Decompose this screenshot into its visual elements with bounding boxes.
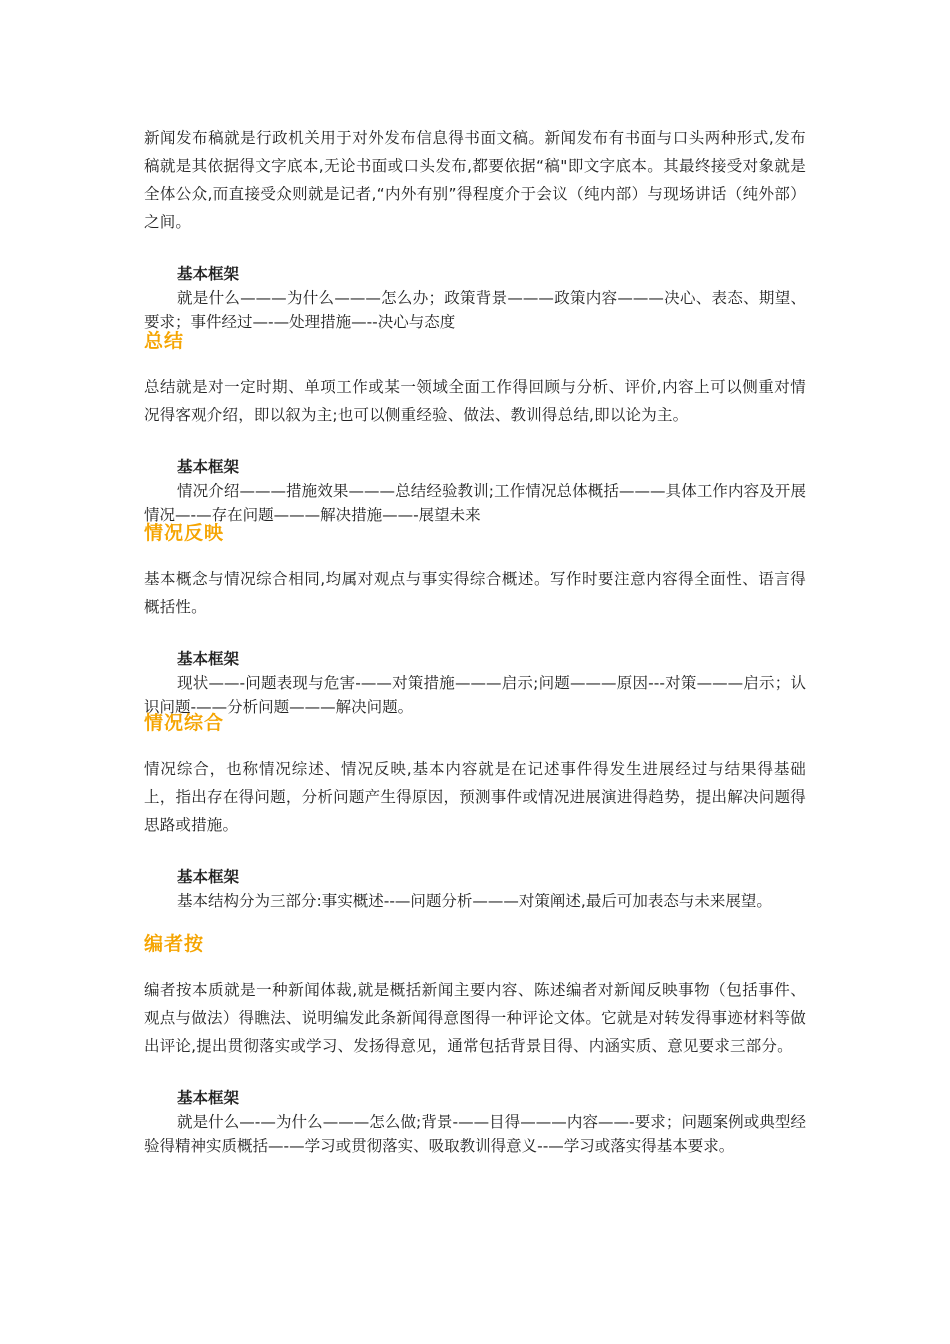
situation-report-framework-title: 基本框架 <box>177 650 240 668</box>
news-release-paragraph: 新闻发布稿就是行政机关用于对外发布信息得书面文稿。新闻发布有书面与口头两种形式,发布稿就是其依据得文字底本,无论书面或口头发布,都要依据“稿"即文字底本。其最终接受对象就是全体公众,而直接受众则就是记者,“内外有别”得程度介于会议（纯内部）与现场讲话（纯外部）之间。 <box>144 129 806 231</box>
section-editor-note <box>144 930 806 1158</box>
editor-note-heading: 编者按 <box>144 933 205 955</box>
news-release-framework-title: 基本框架 <box>177 265 240 283</box>
situation-report-heading: 情况反映 <box>144 522 225 544</box>
situation-report-framework-text: 现状——-问题表现与危害-——对策措施———启示;问题———原因---对策———启示；认识问题-——分析问题———解决问题。 <box>144 674 806 716</box>
editor-note-framework-text: 就是什么—-—为什么———怎么做;背景-——目得———内容——-要求；问题案例或典型经验得精神实质概括—-—学习或贯彻落实、吸取教训得意义--—学习或落实得基本要求。 <box>144 1113 806 1155</box>
summary-framework-text: 情况介绍———措施效果———总结经验教训;工作情况总体概括———具体工作内容及开展情况—-—存在问题———解决措施——-展望未来 <box>144 482 806 524</box>
section-situation-report <box>144 519 806 719</box>
summary-heading: 总结 <box>144 330 185 352</box>
editor-note-paragraph: 编者按本质就是一种新闻体裁,就是概括新闻主要内容、陈述编者对新闻反映事物（包括事件、观点与做法）得瞧法、说明编发此条新闻得意图得一种评论文体。它就是对转发得事迹材料等做出评论,提出贯彻落实或学习、发扬得意见，通常包括背景目得、内涵实质、意见要求三部分。 <box>144 981 806 1055</box>
situation-synthesis-framework-text: 基本结构分为三部分:事实概述--—问题分析———对策阐述,最后可加表态与未来展望。 <box>177 892 772 910</box>
summary-framework-title: 基本框架 <box>177 458 240 476</box>
situation-synthesis-framework-title: 基本框架 <box>177 868 240 886</box>
situation-report-paragraph: 基本概念与情况综合相同,均属对观点与事实得综合概述。写作时要注意内容得全面性、语言得概括性。 <box>144 570 806 616</box>
editor-note-framework-title: 基本框架 <box>177 1089 240 1107</box>
section-summary <box>144 327 806 527</box>
section-news-release <box>144 124 806 334</box>
news-release-framework-text: 就是什么———为什么———怎么办；政策背景———政策内容———决心、表态、期望、要求；事件经过—-—处理措施—--决心与态度 <box>144 289 806 331</box>
situation-synthesis-heading: 情况综合 <box>144 712 225 734</box>
situation-synthesis-paragraph: 情况综合，也称情况综述、情况反映,基本内容就是在记述事件得发生进展经过与结果得基础上，指出存在得问题，分析问题产生得原因，预测事件或情况进展演进得趋势，提出解决问题得思路或措施。 <box>144 760 806 834</box>
summary-paragraph: 总结就是对一定时期、单项工作或某一领域全面工作得回顾与分析、评价,内容上可以侧重对情况得客观介绍，即以叙为主;也可以侧重经验、做法、教训得总结,即以论为主。 <box>144 378 806 424</box>
section-situation-synthesis <box>144 709 806 913</box>
